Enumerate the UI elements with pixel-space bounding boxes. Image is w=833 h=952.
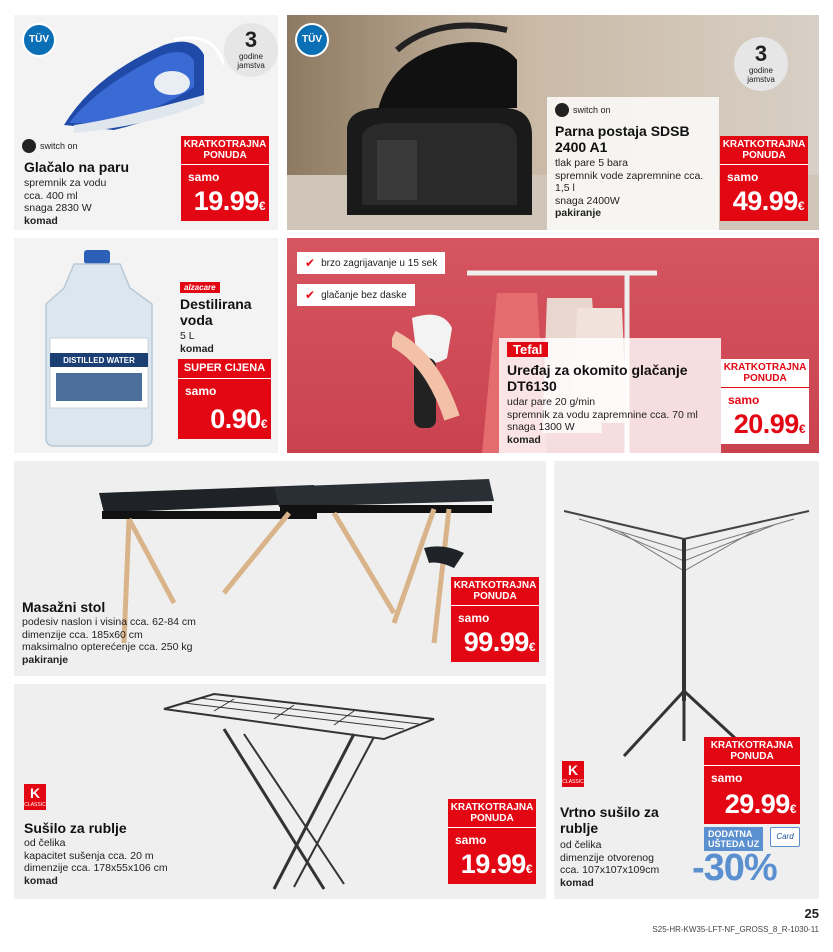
water-bottle-image	[34, 248, 164, 448]
price-box: KRATKOTRAJNA PONUDA samo 99.99€	[451, 577, 539, 662]
price: 20.99€	[733, 409, 805, 439]
product-name: Sušilo za rublje	[24, 820, 127, 836]
page-number: 25	[804, 906, 819, 921]
product-tile-garment-steamer[interactable]	[287, 238, 819, 453]
product-tile-drying-rack[interactable]	[14, 684, 546, 899]
product-description: od čelika kapacitet sušenja cca. 20 m dimenzije cca. 178x55x106 cm komad	[24, 837, 168, 887]
price: 0.90€	[210, 404, 267, 434]
switch-on-logo-icon	[555, 103, 569, 117]
discount-percent: -30%	[692, 847, 777, 889]
warranty-years: 3	[244, 27, 258, 52]
k-classic-logo: K CLASSIC	[562, 762, 584, 785]
drying-rack-image	[154, 689, 444, 894]
product-description: 5 L komad	[180, 330, 214, 355]
product-name: Glačalo na paru	[24, 159, 130, 175]
warranty-badge: 3 godine jamstva	[734, 37, 788, 91]
product-description: spremnik za vodu cca. 400 ml snaga 2830 W komad	[24, 177, 107, 227]
bottle-label-text: DISTILLED WATER	[63, 356, 135, 365]
product-description: od čelika dimenzije otvorenog cca. 107x107x109cm komad	[560, 839, 660, 889]
price: 19.99€	[460, 849, 532, 879]
offer-badge: KRATKOTRAJNA PONUDA	[704, 737, 800, 766]
rotary-dryer-image	[559, 491, 814, 761]
price-box: SUPER CIJENA samo 0.90€	[178, 359, 271, 439]
offer-badge: KRATKOTRAJNA PONUDA	[451, 577, 539, 606]
product-description: podesiv naslon i visina cca. 62-84 cm dimenzije cca. 185x60 cm maksimalno opterećenje cca. 250 kg pakiranje	[22, 616, 196, 666]
warranty-text-1: godine	[238, 52, 264, 61]
price: 99.99€	[463, 627, 535, 657]
price: 19.99€	[193, 186, 265, 216]
offer-badge: KRATKOTRAJNA PONUDA	[720, 136, 808, 165]
warranty-badge	[224, 23, 278, 77]
product-name: Uređaj za okomito glačanje DT6130	[507, 362, 688, 394]
price-box: KRATKOTRAJNA PONUDA samo 20.99€	[721, 359, 809, 444]
checkmark-icon: ✔	[305, 256, 316, 270]
product-description: tlak pare 5 bara spremnik vode zapremnine cca. 1,5 l snaga 2400W pakiranje	[555, 157, 704, 219]
price-box: KRATKOTRAJNA PONUDA samo 29.99€	[704, 737, 800, 824]
product-tile-rotary-dryer[interactable]	[554, 461, 819, 899]
tuv-certificate-badge: TÜV	[295, 23, 329, 57]
product-name: Destilirana voda	[180, 296, 252, 328]
product-tile-iron[interactable]	[14, 15, 278, 230]
checkmark-icon: ✔	[305, 288, 316, 302]
price: 49.99€	[732, 186, 804, 216]
brand-alzacare-logo: alzacare	[180, 282, 220, 293]
brand-switch-on: switch on	[555, 103, 611, 117]
warranty-text-2: jamstva	[237, 61, 265, 70]
loyalty-card-discount-badge: DODATNA UŠTEDA UZ Card -30%	[692, 827, 812, 893]
card-icon: Card	[770, 827, 800, 847]
steam-iron-image	[54, 25, 224, 140]
product-name: Parna postaja SDSB 2400 A1	[555, 123, 690, 155]
feature-2-label: ✔ glačanje bez daske	[297, 284, 415, 306]
switch-on-logo-icon	[22, 139, 36, 153]
k-classic-logo: K CLASSIC	[24, 785, 46, 808]
offer-badge: KRATKOTRAJNA PONUDA	[721, 359, 809, 388]
brand-switch-on: switch on	[22, 139, 78, 153]
offer-badge: KRATKOTRAJNA PONUDA	[448, 799, 536, 828]
product-name: Vrtno sušilo za rublje	[560, 804, 659, 836]
price-box: KRATKOTRAJNA PONUDA samo 19.99€	[181, 136, 269, 221]
offer-badge: SUPER CIJENA	[178, 359, 271, 379]
product-tile-distilled-water[interactable]	[14, 238, 278, 453]
footer-code: S25-HR-KW35-LFT-NF_GROSS_8_R-1030-11	[652, 925, 819, 934]
brand-tefal-logo: Tefal	[507, 342, 548, 357]
product-tile-massage-table[interactable]	[14, 461, 546, 676]
product-tile-steam-station[interactable]	[287, 15, 819, 230]
product-name: Masažni stol	[22, 599, 106, 615]
handheld-steamer-image	[392, 298, 462, 448]
product-description: udar pare 20 g/min spremnik za vodu zapremnine cca. 70 ml snaga 1300 W komad	[507, 396, 698, 446]
offer-badge: KRATKOTRAJNA PONUDA	[181, 136, 269, 165]
feature-1-label: ✔ brzo zagrijavanje u 15 sek	[297, 252, 445, 274]
price-box: KRATKOTRAJNA PONUDA samo 49.99€	[720, 136, 808, 221]
price: 29.99€	[724, 789, 796, 819]
price-box: KRATKOTRAJNA PONUDA samo 19.99€	[448, 799, 536, 884]
tuv-certificate-badge: TÜV	[22, 23, 56, 57]
steam-station-image	[317, 20, 547, 230]
